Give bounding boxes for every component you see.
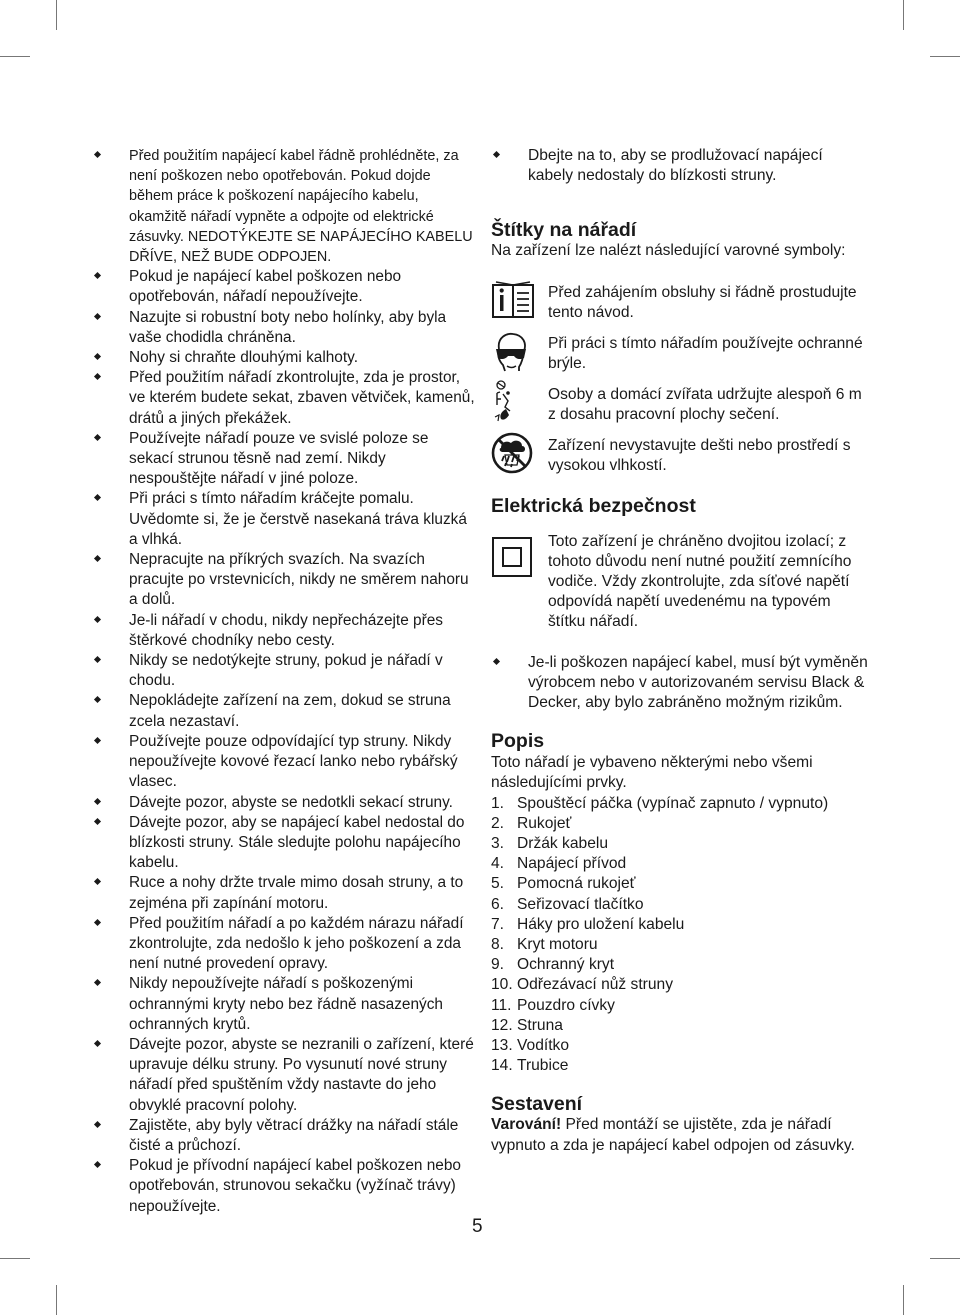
bullet-text: Používejte pouze odpovídající typ struny. Nikdy nepoužívejte kovové řezací lanko nebo rybářský vlasec.: [129, 732, 458, 791]
crop-mark: [0, 56, 30, 57]
list-item: [491, 955, 871, 975]
part-name: Rukojeť: [517, 814, 572, 832]
safety-bullet: [90, 1116, 475, 1156]
part-name: Háky pro uložení kabelu: [517, 915, 685, 933]
part-name: Vodítko: [517, 1037, 570, 1055]
list-item: [491, 814, 871, 834]
safety-bullet: [90, 1035, 475, 1116]
warning-text: Před montáží se ujistěte, zda je nářadí vypnuto a zda je napájecí kabel odpojen od zásuvky.: [491, 1116, 855, 1154]
part-name: Trubice: [517, 1057, 569, 1075]
symbol-text: Osoby a domácí zvířata udržujte alespoň 6 m z dosahu pracovní plochy sečení.: [548, 385, 862, 423]
bullet-text: Dávejte pozor, abyste se nezranili o zařízení, které upravuje délku struny. Po vysunutí nové struny nářadí před spuštěním vždy nastavte do jeho obvyklé pracovní polohy.: [129, 1035, 474, 1114]
crop-mark: [930, 56, 960, 57]
list-item: [491, 794, 871, 814]
list-item: [491, 895, 871, 915]
labels-heading: Štítky na nářadí: [491, 219, 637, 242]
list-item: [491, 1036, 871, 1056]
safety-bullet: [90, 429, 475, 490]
part-number: 2.: [491, 814, 505, 832]
bullet-text: Je-li poškozen napájecí kabel, musí být vyměněn výrobcem nebo v autorizovaném servisu Black & Decker, aby bylo zabráněno možným rizikům.: [528, 653, 868, 712]
symbol-text: Při práci s tímto nářadím používejte ochranné brýle.: [548, 334, 863, 372]
double-insulation-icon: [491, 536, 533, 578]
safety-bullet-list: [90, 146, 475, 1217]
safety-goggles-icon: [493, 331, 529, 373]
safety-bullet: [90, 974, 475, 1035]
bullet-text: Ruce a nohy držte trvale mimo dosah struny, a to zejména při zapínání motoru.: [129, 874, 464, 912]
warning-label: Varování!: [491, 1116, 562, 1134]
insulation-text: Toto zařízení je chráněno dvojitou izolací; z tohoto důvodu není nutné použití zemnícího vodiče. Vždy zkontrolujte, zda síťové napětí odpovídá napětí uvedenému na typovém štítku nářadí.: [548, 532, 852, 631]
part-name: Pomocná rukojeť: [517, 875, 636, 893]
safety-bullet: [489, 146, 871, 186]
list-item: [491, 834, 871, 854]
bullet-text: Před použitím nářadí a po každém nárazu nářadí zkontrolujte, zda nedošlo k jeho poškození a zda není nutné provedení opravy.: [129, 914, 464, 973]
description-intro: Toto nářadí je vybaveno některými nebo všemi následujícími prvky.: [491, 754, 813, 792]
part-name: Napájecí přívod: [517, 855, 627, 873]
list-item: [491, 1016, 871, 1036]
part-name: Držák kabelu: [517, 835, 609, 853]
safety-bullet: [90, 651, 475, 691]
crop-mark: [56, 1285, 57, 1315]
part-name: Struna: [517, 1016, 563, 1034]
safety-bullet: [90, 267, 475, 307]
assembly-heading: Sestavení: [491, 1093, 583, 1116]
bullet-text: Pokud je napájecí kabel poškozen nebo opotřebován, nářadí nepoužívejte.: [129, 268, 402, 306]
safety-bullet: [90, 873, 475, 913]
list-item: [491, 915, 871, 935]
symbol-row: [491, 385, 871, 429]
crop-mark: [0, 1258, 30, 1259]
list-item: [491, 874, 871, 894]
part-number: 8.: [491, 936, 505, 954]
no-rain-icon: [491, 432, 533, 474]
left-column: [90, 146, 475, 1217]
safety-bullet: [90, 368, 475, 429]
list-item: [491, 1056, 871, 1076]
page-number: 5: [472, 1216, 483, 1237]
bullet-text: Nikdy se nedotýkejte struny, pokud je nářadí v chodu.: [129, 652, 443, 690]
crop-mark: [930, 1258, 960, 1259]
symbol-text: Před zahájením obsluhy si řádně prostudujte tento návod.: [548, 283, 857, 321]
bullet-text: Dávejte pozor, abyste se nedotkli sekací struny.: [129, 793, 453, 811]
bullet-text: Při práci s tímto nářadím kráčejte pomalu. Uvědomte si, že je čerstvě nasekaná tráva kluzká a vlhká.: [129, 490, 467, 548]
list-item: [491, 975, 871, 995]
part-number: 6.: [491, 895, 505, 913]
bullet-text: Nepracujte na příkrých svazích. Na svazích pracujte po vrstevnicích, nikdy ne směrem nahoru a dolů.: [129, 551, 469, 609]
part-number: 3.: [491, 835, 505, 853]
bystander-distance-icon: [492, 379, 516, 423]
part-name: Seřizovací tlačítko: [517, 895, 644, 913]
symbol-row: [491, 283, 871, 327]
bullet-text: Před použitím napájecí kabel řádně prohlédněte, za není poškozen nebo opotřebován. Pokud dojde během práce k poškození napájecího kabelu, okamžitě nářadí vypněte a odpojte od elektrické zásuvky.: [129, 148, 459, 245]
bullet-text: Zajistěte, aby byly větrací drážky na nářadí stále čisté a průchozí.: [129, 1116, 459, 1154]
bullet-text: Dávejte pozor, aby se napájecí kabel nedostal do blízkosti struny. Stále sledujte polohu napájecího kabelu.: [129, 813, 465, 872]
part-number: 14.: [491, 1057, 513, 1075]
safety-bullet: [90, 691, 475, 731]
bullet-warning-caps: NEDOTÝKEJTE SE NAPÁJECÍHO KABELU DŘÍVE, NEŽ BUDE ODPOJEN.: [129, 228, 473, 266]
part-number: 13.: [491, 1037, 513, 1055]
list-item: [491, 996, 871, 1016]
safety-bullet: [90, 1156, 475, 1217]
right-column: [491, 146, 871, 1156]
part-name: Ochranný kryt: [517, 956, 615, 974]
symbol-row: [491, 334, 871, 378]
part-name: Spouštěcí páčka (vypínač zapnuto / vypnuto): [517, 794, 829, 812]
part-number: 1.: [491, 794, 505, 812]
safety-bullet: [90, 611, 475, 651]
part-number: 11.: [491, 996, 512, 1014]
safety-bullet: [90, 732, 475, 793]
double-insulation-row: [491, 532, 871, 633]
list-item: [491, 935, 871, 955]
safety-bullet: [90, 813, 475, 874]
labels-intro: Na zařízení lze nalézt následující varovné symboly:: [491, 242, 846, 260]
bullet-text: Dbejte na to, aby se prodlužovací napájecí kabely nedostaly do blízkosti struny.: [528, 147, 823, 185]
bullet-text: Používejte nářadí pouze ve svislé poloze se sekací strunou těsně nad zemí. Nikdy nespouštějte nářadí v jiné poloze.: [129, 429, 429, 488]
extension-cable-bullet: [489, 146, 871, 186]
safety-bullet: [90, 146, 475, 267]
bullet-text: Nohy si chraňte dlouhými kalhoty.: [129, 349, 358, 367]
part-name: Odřezávací nůž struny: [517, 976, 674, 994]
description-heading: Popis: [491, 730, 545, 753]
bullet-text: Nazujte si robustní boty nebo holínky, aby byla vaše chodidla chráněna.: [129, 308, 447, 346]
safety-bullet: [489, 653, 871, 714]
part-name: Pouzdro cívky: [517, 996, 615, 1014]
symbol-text: Zařízení nevystavujte dešti nebo prostředí s vysokou vlhkostí.: [548, 436, 851, 474]
safety-bullet: [90, 550, 475, 611]
bullet-text: Pokud je přívodní napájecí kabel poškozen nebo opotřebován, strunovou sekačku (vyžínač trávy) nepoužívejte.: [129, 1157, 461, 1215]
bullet-text: Před použitím nářadí zkontrolujte, zda je prostor, ve kterém budete sekat, zbaven větviček, kamenů, drátů a jiných překážek.: [129, 369, 475, 427]
crop-mark: [903, 0, 904, 30]
crop-mark: [56, 0, 57, 30]
bullet-text: Nikdy nepoužívejte nářadí s poškozenými ochrannými kryty nebo bez řádně nasazených ochranných krytů.: [129, 975, 443, 1033]
safety-bullet: [90, 348, 475, 368]
electrical-bullet: [489, 653, 871, 714]
part-number: 4.: [491, 855, 505, 873]
safety-bullet: [90, 914, 475, 975]
part-number: 7.: [491, 915, 505, 933]
list-item: [491, 854, 871, 874]
parts-list: [491, 794, 871, 1077]
safety-bullet: [90, 489, 475, 550]
crop-mark: [903, 1285, 904, 1315]
safety-bullet: [90, 793, 475, 813]
manual-book-icon: [491, 281, 535, 319]
assembly-warning: [491, 1115, 871, 1155]
part-number: 12.: [491, 1016, 513, 1034]
part-number: 10.: [491, 976, 513, 994]
symbol-row: [491, 436, 871, 480]
part-number: 9.: [491, 956, 505, 974]
electrical-safety-heading: Elektrická bezpečnost: [491, 494, 696, 517]
safety-bullet: [90, 308, 475, 348]
bullet-text: Je-li nářadí v chodu, nikdy nepřecházejte přes štěrkové chodníky nebo cesty.: [129, 611, 443, 649]
part-name: Kryt motoru: [517, 936, 598, 954]
part-number: 5.: [491, 875, 505, 893]
bullet-text: Nepokládejte zařízení na zem, dokud se struna zcela nezastaví.: [129, 692, 451, 730]
